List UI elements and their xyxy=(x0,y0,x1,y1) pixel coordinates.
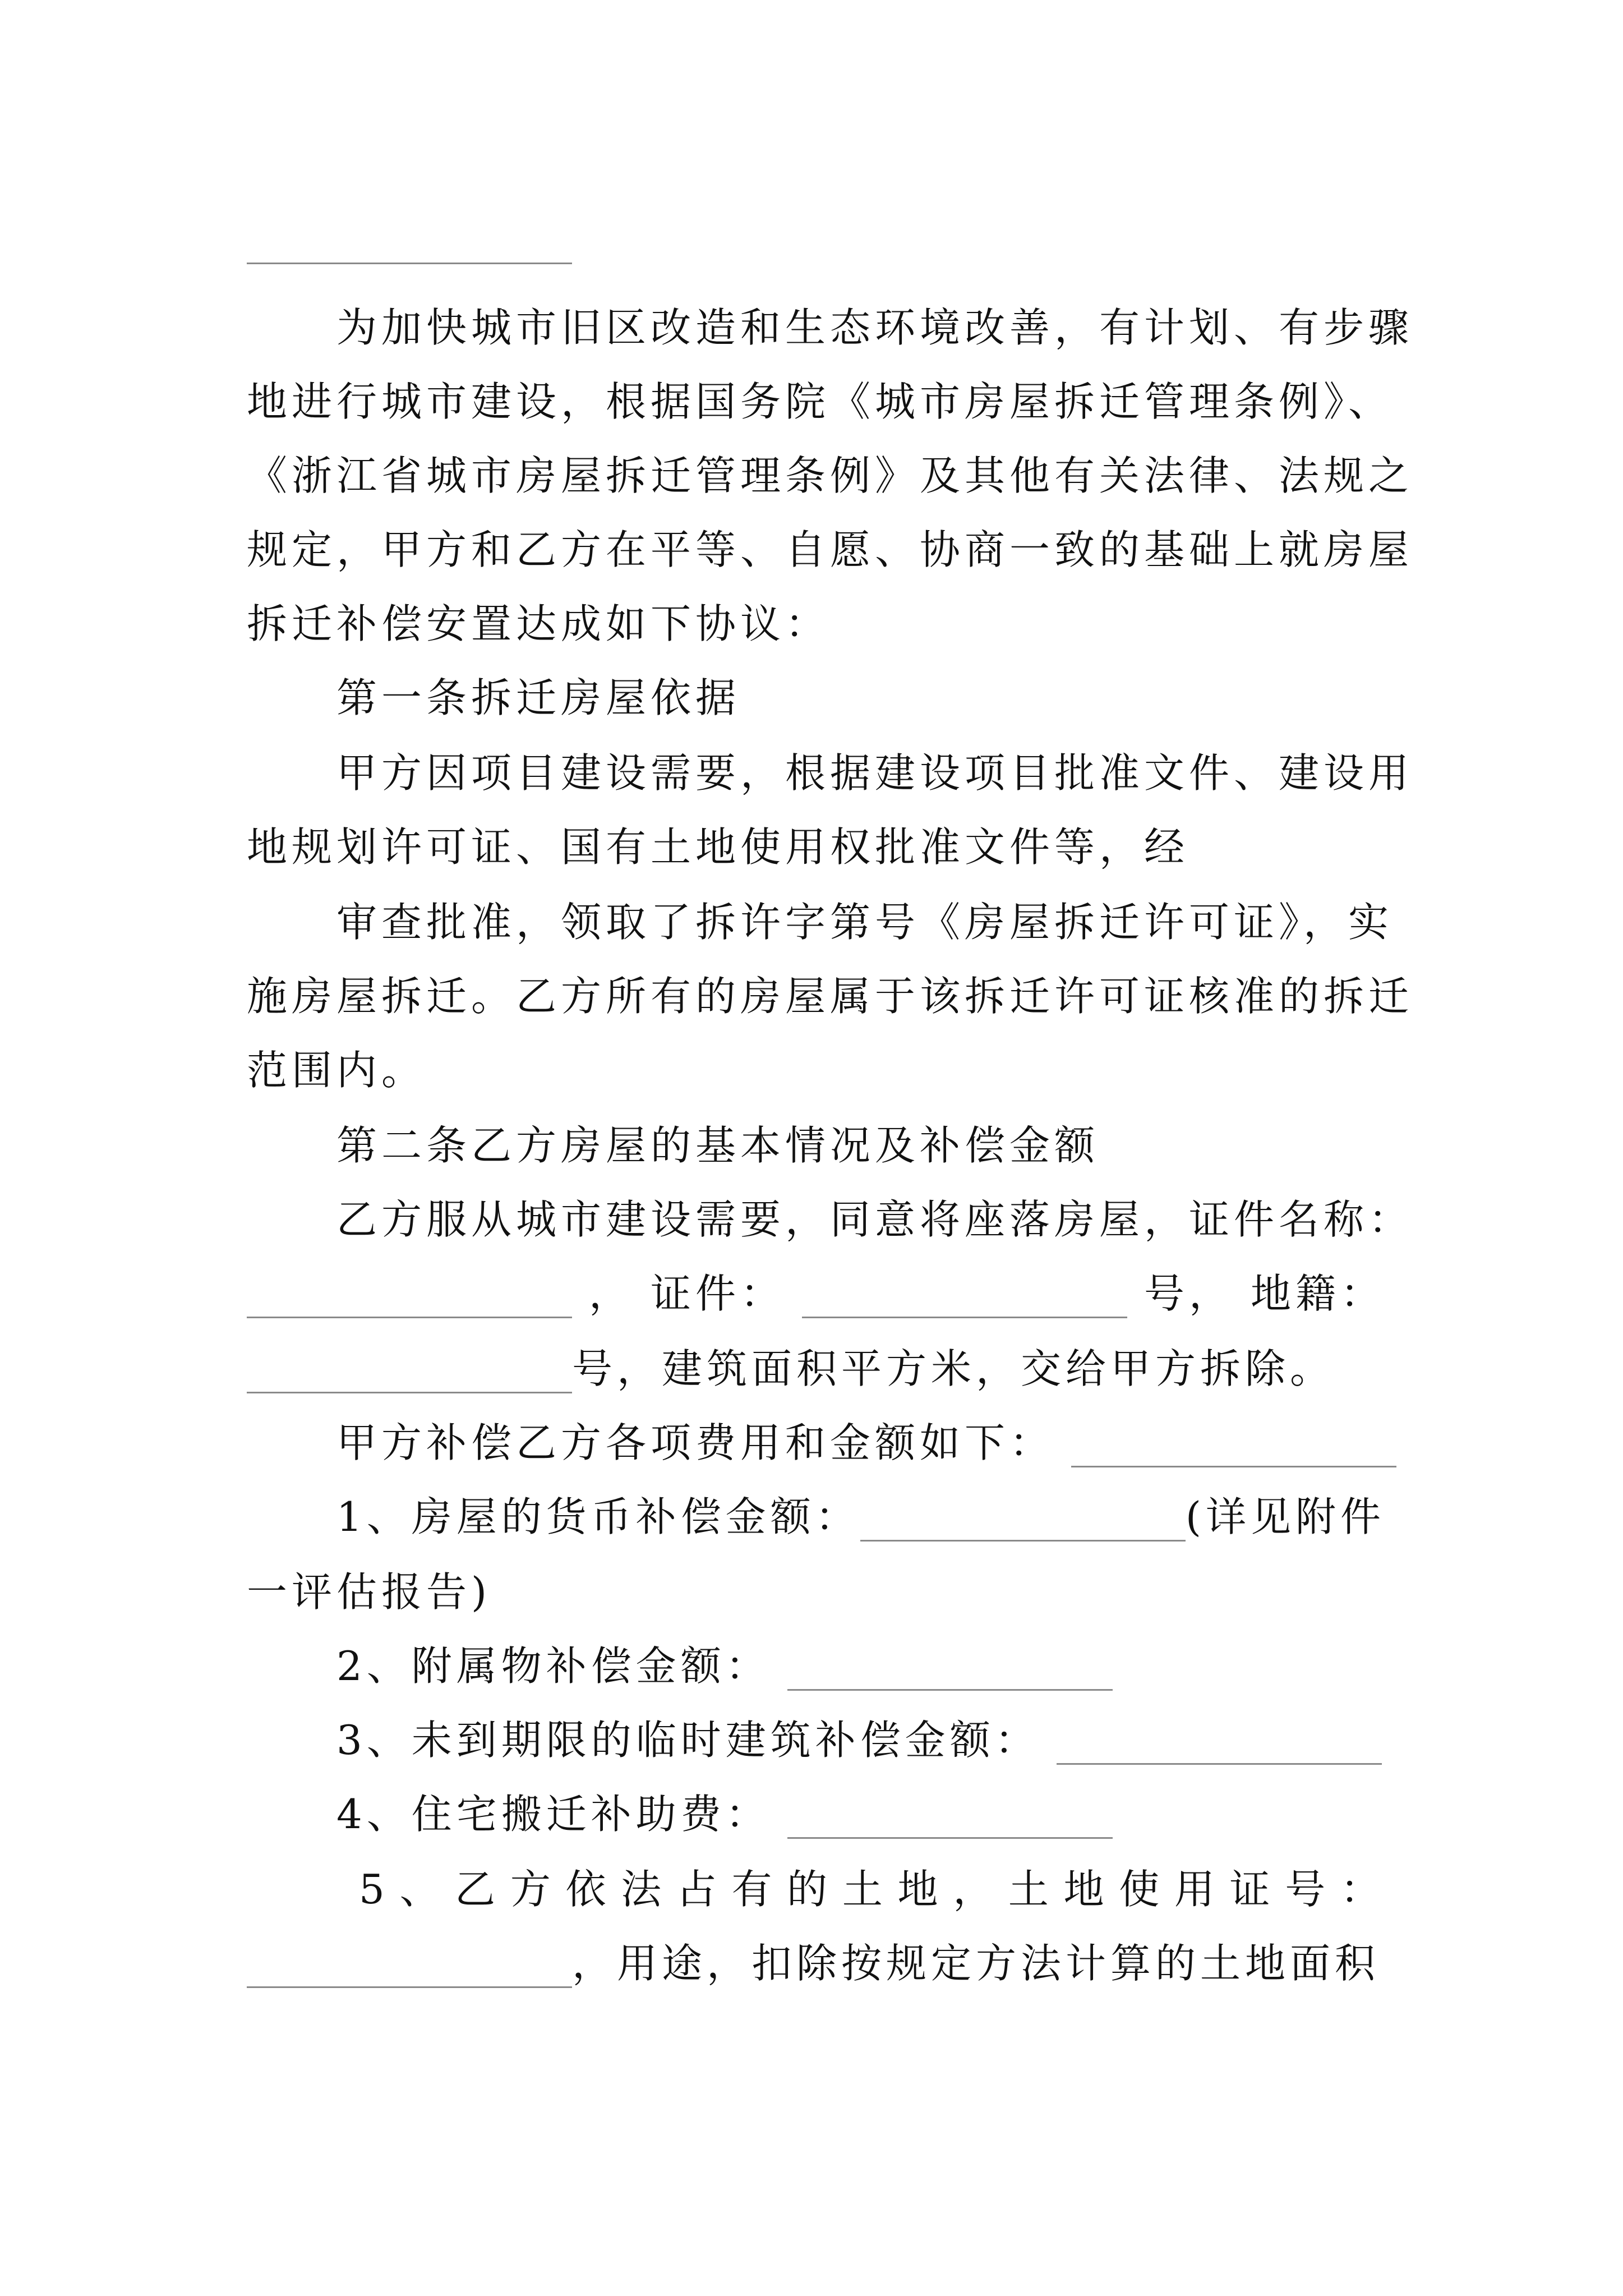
area-text: 号，建筑面积平方米，交给甲方拆除。 xyxy=(572,1345,1335,1392)
item2-line xyxy=(336,1641,1385,1691)
item5-line-2 xyxy=(247,1939,1385,1988)
article1-p2-line-2: 施房屋拆迁。乙方所有的房屋属于该拆迁许可证核准的拆迁 xyxy=(247,973,1414,1020)
item5-char: 乙 xyxy=(455,1866,500,1913)
item4-blank[interactable] xyxy=(787,1800,1113,1839)
item5-char: 有 xyxy=(731,1866,777,1913)
item3-line xyxy=(336,1715,1385,1765)
item5-usage-text: ，用途，扣除按规定方法计算的土地面积 xyxy=(572,1940,1380,1987)
item3-label: 3、未到期限的临时建筑补偿金额： xyxy=(336,1717,1040,1764)
item5-char: ， xyxy=(953,1866,998,1913)
item1-label: 1、房屋的货币补偿金额： xyxy=(336,1493,860,1540)
item5-char: 土 xyxy=(1008,1866,1053,1913)
item4-line xyxy=(336,1789,1385,1839)
intro-line-1: 为加快城市旧区改造和生态环境改善，有计划、有步骤 xyxy=(336,304,1414,351)
item5-char: 的 xyxy=(787,1866,832,1913)
article1-title: 第一条拆迁房屋依据 xyxy=(336,674,741,721)
article1-p1-line-2: 地规划许可证、国有土地使用权批准文件等，经 xyxy=(247,823,1189,871)
item5-char: 方 xyxy=(510,1866,555,1913)
article1-p2-line-3: 范围内。 xyxy=(247,1047,427,1094)
compensation-intro-text: 甲方补偿乙方各项费用和金额如下： xyxy=(336,1419,1055,1466)
intro-line-3: 《浙江省城市房屋拆迁管理条例》及其他有关法律、法规之 xyxy=(247,452,1414,499)
cadastre-label: 地籍： xyxy=(1250,1270,1385,1317)
item5-char: 土 xyxy=(842,1866,887,1913)
item5-char: 地 xyxy=(1063,1866,1109,1913)
comma: ， xyxy=(588,1270,634,1317)
article2-p1-line-3 xyxy=(247,1344,1385,1393)
article2-title: 第二条乙方房屋的基本情况及补偿金额 xyxy=(336,1122,1100,1169)
item5-char: 依 xyxy=(565,1866,611,1913)
hao-label: 号， xyxy=(1144,1270,1234,1317)
compensation-intro xyxy=(336,1418,1385,1467)
item1-blank[interactable] xyxy=(860,1503,1186,1542)
item5-char: 证 xyxy=(1229,1866,1275,1913)
item1-line-1 xyxy=(336,1492,1385,1542)
article1-p1-line-1: 甲方因项目建设需要，根据建设项目批准文件、建设用 xyxy=(336,749,1414,797)
item5-char: ： xyxy=(1340,1866,1385,1913)
item5-char: 号 xyxy=(1285,1866,1330,1913)
item4-label: 4、住宅搬迁补助费： xyxy=(336,1791,771,1838)
certificate-number-blank[interactable] xyxy=(802,1280,1127,1318)
article2-p1-line-2 xyxy=(247,1269,1385,1318)
item5-char: 地 xyxy=(897,1866,943,1913)
item2-label: 2、附属物补偿金额： xyxy=(336,1642,771,1690)
item1-line-2: 一评估报告) xyxy=(247,1568,492,1616)
article1-p2-line-1: 审查批准，领取了拆许字第号《房屋拆迁许可证》，实 xyxy=(336,899,1394,946)
cadastre-number-blank[interactable] xyxy=(247,1355,572,1393)
item5-char: 使 xyxy=(1119,1866,1164,1913)
intro-line-5: 拆迁补偿安置达成如下协议： xyxy=(247,600,831,647)
land-certificate-blank[interactable] xyxy=(247,1949,572,1988)
intro-line-2: 地进行城市建设，根据国务院《城市房屋拆迁管理条例》、 xyxy=(247,378,1394,425)
article2-p1-line-1: 乙方服从城市建设需要，同意将座落房屋，证件名称： xyxy=(336,1196,1414,1243)
item5-char: 占 xyxy=(676,1866,721,1913)
item3-blank[interactable] xyxy=(1057,1726,1382,1765)
intro-line-4: 规定，甲方和乙方在平等、自愿、协商一致的基础上就房屋 xyxy=(247,526,1414,573)
item5-line-1 xyxy=(359,1865,1385,1914)
item1-note: (详见附件 xyxy=(1185,1493,1385,1540)
header-rule xyxy=(247,263,572,264)
certificate-label: 证件： xyxy=(650,1270,785,1317)
item5-char: 、 xyxy=(399,1866,445,1913)
certificate-name-blank[interactable] xyxy=(247,1280,572,1318)
item5-char: 用 xyxy=(1174,1866,1219,1913)
compensation-total-blank[interactable] xyxy=(1071,1429,1396,1467)
item5-char: 法 xyxy=(621,1866,666,1913)
item5-char: 5 xyxy=(359,1866,389,1913)
item2-blank[interactable] xyxy=(787,1652,1113,1691)
